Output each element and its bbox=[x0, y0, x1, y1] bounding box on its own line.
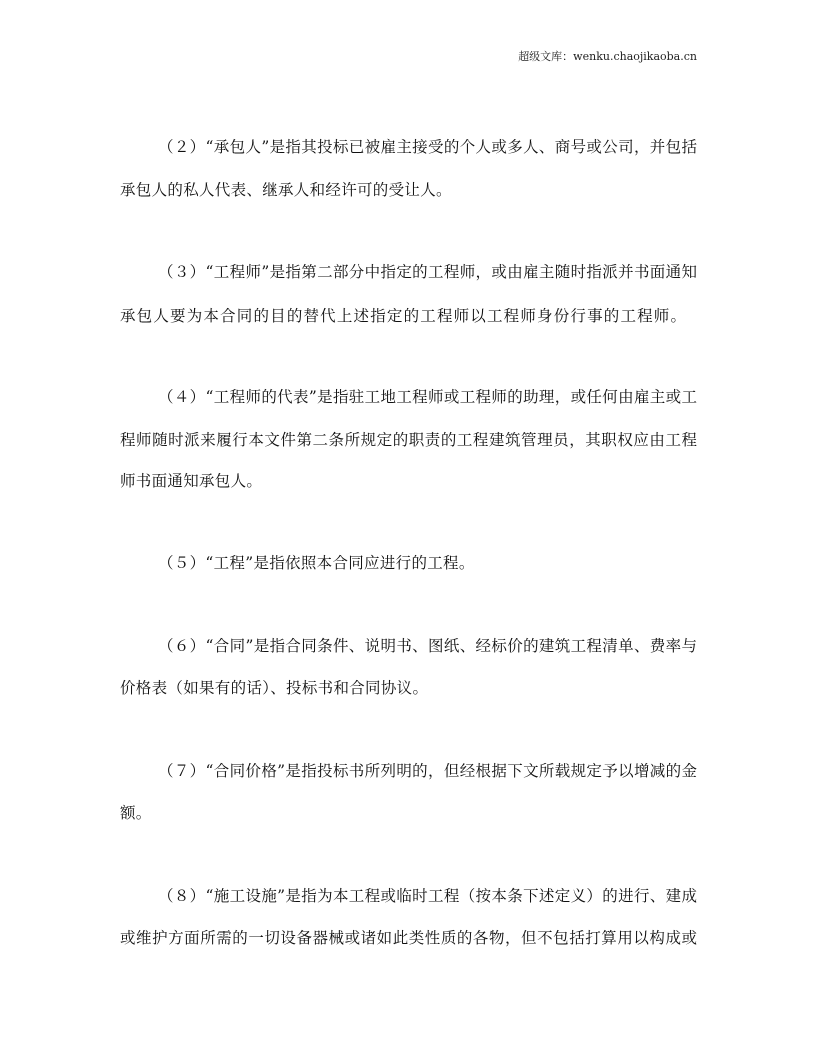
page-header-source: 超级文库：wenku.chaojikaoba.cn bbox=[518, 50, 697, 63]
paragraph-line: （６）“合同”是指合同条件、说明书、图纸、经标价的建筑工程清单、费率与 bbox=[158, 637, 697, 655]
paragraph-line: 额。 bbox=[120, 804, 152, 822]
paragraph-line: （５）“工程”是指依照本合同应进行的工程。 bbox=[158, 554, 475, 572]
paragraph-line: 价格表（如果有的话）、投标书和合同协议。 bbox=[120, 679, 429, 697]
paragraph-line: 承包人要为本合同的目的替代上述指定的工程师以工程师身份行事的工程师。 bbox=[120, 307, 686, 325]
paragraph-line: （８）“施工设施”是指为本工程或临时工程（按本条下述定义）的进行、建成 bbox=[158, 887, 697, 905]
paragraph-line: （３）“工程师”是指第二部分中指定的工程师，或由雇主随时指派并书面通知 bbox=[158, 263, 697, 281]
paragraph-line: 师书面通知承包人。 bbox=[120, 472, 263, 490]
paragraph-line: （７）“合同价格”是指投标书所列明的，但经根据下文所载规定予以增减的金 bbox=[158, 762, 697, 780]
paragraph-line: 程师随时派来履行本文件第二条所规定的职责的工程建筑管理员，其职权应由工程 bbox=[120, 431, 697, 449]
paragraph-line: （２）“承包人”是指其投标已被雇主接受的个人或多人、商号或公司，并包括 bbox=[158, 138, 697, 156]
paragraph-line: 承包人的私人代表、继承人和经许可的受让人。 bbox=[120, 181, 452, 199]
paragraph-line: 或维护方面所需的一切设备器械或诸如此类性质的各物，但不包括打算用以构成或 bbox=[120, 929, 697, 947]
paragraph-line: （４）“工程师的代表”是指驻工地工程师或工程师的助理，或任何由雇主或工 bbox=[158, 388, 697, 406]
